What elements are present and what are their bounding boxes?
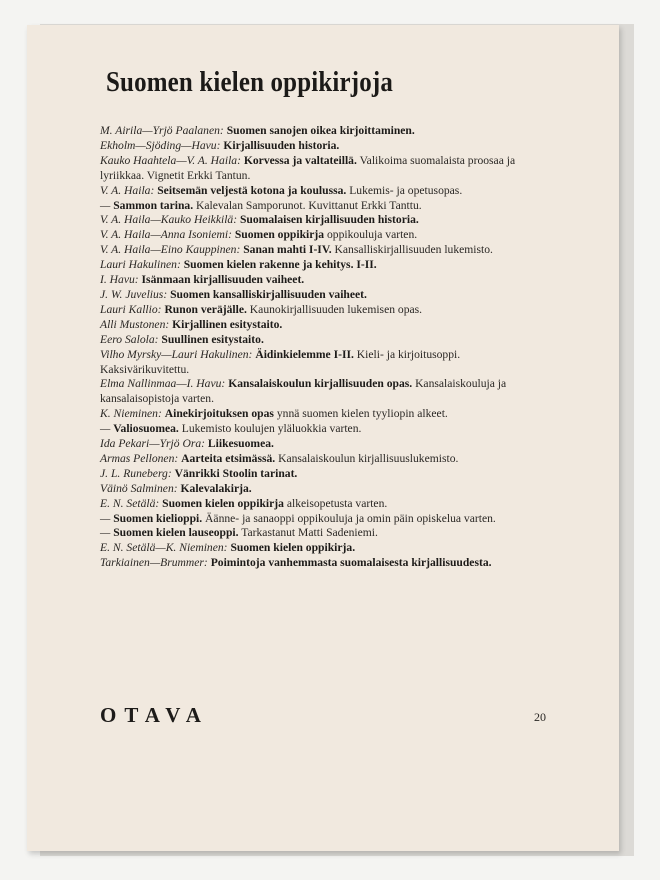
book-entry [100,273,528,288]
book-entry [100,213,528,228]
entry-description: Lukemis- ja opetusopas. [349,183,463,197]
book-entry [100,154,528,184]
entry-author: J. W. Juvelius: [100,287,168,301]
entry-author: Tarkiainen—Brummer: [100,556,208,570]
book-entry [100,288,528,303]
entry-book-title: Suomalaisen kirjallisuuden historia. [239,213,419,227]
entry-author: E. N. Setälä: [100,496,160,510]
entry-author: Lauri Hakulinen: [100,258,181,272]
book-entry [100,452,528,467]
book-list [100,124,528,571]
entry-author: V. A. Haila: [100,183,155,197]
entry-book-title: Sammon tarina. [113,198,194,212]
entry-author: — [100,511,111,525]
entry-description: Lukemisto koulujen yläluokkia varten. [181,422,362,436]
entry-book-title: Suomen kielen oppikirja [162,496,284,510]
entry-author: Ida Pekari—Yrjö Ora: [100,437,205,451]
entry-book-title: Sanan mahti I-IV. [243,243,332,257]
book-entry [100,377,528,407]
entry-description: Kansalaiskouluja ja kansalaisopistoja varten. [100,377,507,406]
entry-book-title: Suomen kansalliskirjallisuuden vaiheet. [170,287,367,301]
book-entry [100,258,528,273]
book-entry [100,318,528,333]
entry-book-title: Seitsemän veljestä kotona ja koulussa. [157,183,347,197]
book-entry [100,139,528,154]
entry-book-title: Vänrikki Stoolin tarinat. [174,466,298,480]
entry-book-title: Aarteita etsimässä. [181,451,276,465]
entry-book-title: Äidinkielemme I-II. [255,347,354,361]
entry-book-title: Kirjallisuuden historia. [223,138,340,152]
entry-author: — [100,526,111,540]
book-entry [100,243,528,258]
book-entry [100,124,528,139]
entry-author: — [100,422,111,436]
entry-book-title: Ainekirjoituksen opas [164,407,274,421]
entry-description: Kansalliskirjallisuuden lukemisto. [334,243,493,257]
entry-book-title: Suullinen esitystaito. [161,332,264,346]
entry-author: V. A. Haila—Kauko Heikkilä: [100,213,238,227]
entry-description: alkeisopetusta varten. [286,496,388,510]
entry-author: Lauri Kallio: [100,302,162,316]
book-entry [100,467,528,482]
page-title: Suomen kielen oppikirjoja [106,66,393,98]
page-number: 20 [534,710,546,724]
entry-book-title: Kirjallinen esitystaito. [172,317,283,331]
entry-book-title: Suomen kielen lauseoppi. [113,526,239,540]
entry-description: Äänne- ja sanaoppi oppikouluja ja omin päin opiskelua varten. [205,511,496,525]
entry-author: K. Nieminen: [100,407,162,421]
entry-author: Armas Pellonen: [100,451,179,465]
entry-book-title: Valiosuomea. [113,422,179,436]
entry-book-title: Suomen kielen oppikirja. [230,541,356,555]
entry-description: Tarkastanut Matti Sadeniemi. [241,526,378,540]
book-entry [100,541,528,556]
entry-author: E. N. Setälä—K. Nieminen: [100,541,228,555]
book-entry [100,228,528,243]
entry-book-title: Isänmaan kirjallisuuden vaiheet. [141,273,305,287]
entry-author: Väinö Salminen: [100,481,178,495]
entry-author: Alli Mustonen: [100,317,170,331]
book-entry [100,199,528,214]
entry-author: — [100,198,111,212]
entry-description: Valikoima suomalaista proosaa ja lyriikkaa. Vignetit Erkki Tantun. [100,153,516,182]
book-entry [100,437,528,452]
publisher-name: OTAVA [100,703,209,727]
book-entry [100,348,528,378]
entry-book-title: Suomen kielioppi. [113,511,203,525]
book-entry [100,303,528,318]
book-entry [100,556,528,571]
entry-description: Kalevalan Samporunot. Kuvittanut Erkki Tanttu. [196,198,422,212]
entry-author: Ekholm—Sjöding—Havu: [100,138,221,152]
entry-author: J. L. Runeberg: [100,466,172,480]
entry-author: Elma Nallinmaa—I. Havu: [100,377,226,391]
entry-author: I. Havu: [100,273,139,287]
book-entry [100,512,528,527]
entry-author: V. A. Haila—Anna Isoniemi: [100,228,232,242]
book-entry [100,333,528,348]
entry-book-title: Suomen oppikirja [234,228,325,242]
entry-author: Vilho Myrsky—Lauri Hakulinen: [100,347,253,361]
entry-description: Kieli- ja kirjoitusoppi. Kaksivärikuvitettu. [100,347,461,376]
entry-book-title: Liikesuomea. [207,437,274,451]
book-entry [100,526,528,541]
entry-description: Kaunokirjallisuuden lukemisen opas. [249,302,423,316]
entry-author: Kauko Haahtela—V. A. Haila: [100,153,241,167]
entry-book-title: Suomen sanojen oikea kirjoittaminen. [226,124,415,137]
entry-author: V. A. Haila—Eino Kauppinen: [100,243,241,257]
entry-description: ynnä suomen kielen tyyliopin alkeet. [276,407,448,421]
book-entry [100,422,528,437]
entry-book-title: Runon veräjälle. [164,302,247,316]
entry-book-title: Kalevalakirja. [180,481,252,495]
entry-author: Eero Salola: [100,332,159,346]
entry-book-title: Poimintoja vanhemmasta suomalaisesta kirjallisuudesta. [210,556,492,570]
entry-description: oppikouluja varten. [326,228,418,242]
entry-book-title: Kansalaiskoulun kirjallisuuden opas. [228,377,413,391]
book-entry [100,407,528,422]
entry-book-title: Suomen kielen rakenne ja kehitys. I-II. [183,258,377,272]
book-entry [100,497,528,512]
entry-author: M. Airila—Yrjö Paalanen: [100,124,224,137]
book-entry [100,482,528,497]
entry-description: Kansalaiskoulun kirjallisuuslukemisto. [278,451,459,465]
book-entry [100,184,528,199]
entry-book-title: Korvessa ja valtateillä. [243,153,357,167]
